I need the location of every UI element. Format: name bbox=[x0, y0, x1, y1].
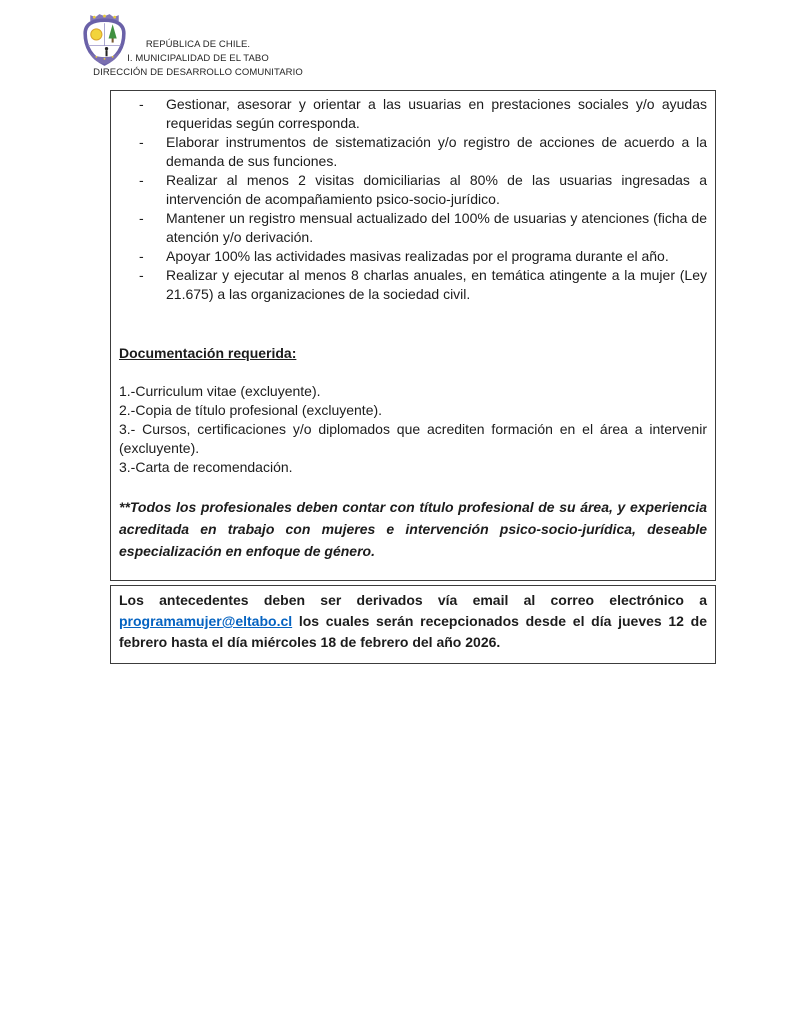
function-list-item: - Gestionar, asesorar y orientar a las usuarias en prestaciones sociales y/o ayudas requeridas según corresponda. bbox=[119, 95, 707, 133]
instructions-text-before-link: Los antecedentes deben ser derivados vía email al correo electrónico a bbox=[119, 592, 707, 608]
function-list-item: - Apoyar 100% las actividades masivas realizadas por el programa durante el año. bbox=[119, 247, 707, 266]
main-content-box bbox=[110, 90, 716, 581]
function-list-item: - Realizar al menos 2 visitas domiciliarias al 80% de las usuarias ingresadas a intervención de acompañamiento psico-socio-jurídico. bbox=[119, 171, 707, 209]
documentation-item: 3.-Carta de recomendación. bbox=[119, 459, 293, 475]
documentation-item: 3.- Cursos, certificaciones y/o diplomados que acrediten formación en el área a intervenir (excluyente). bbox=[119, 421, 707, 456]
function-list-item: - Mantener un registro mensual actualizado del 100% de usuarias y atenciones (ficha de atención y/o derivación. bbox=[119, 209, 707, 247]
documentation-item: 1.-Curriculum vitae (excluyente). bbox=[119, 383, 321, 399]
letterhead-line-direction: DIRECCIÓN DE DESARROLLO COMUNITARIO bbox=[93, 67, 303, 78]
functions-list bbox=[119, 95, 707, 304]
documentation-heading: Documentación requerida: bbox=[119, 345, 297, 361]
email-instructions-box bbox=[110, 585, 716, 664]
documentation-list bbox=[119, 382, 707, 477]
email-link[interactable]: programamujer@eltabo.cl bbox=[119, 613, 293, 629]
letterhead-line-republic: REPÚBLICA DE CHILE. bbox=[145, 39, 251, 50]
professional-requirements-note: **Todos los profesionales deben contar con título profesional de su área, y experiencia acreditada en trabajo con mujeres e intervención psico-socio-jurídica, deseable especialización en enfoque de género. bbox=[119, 499, 707, 559]
letterhead-text-block bbox=[52, 38, 344, 80]
documentation-item: 2.-Copia de título profesional (excluyente). bbox=[119, 402, 383, 418]
function-list-item: - Realizar y ejecutar al menos 8 charlas anuales, en temática atingente a la mujer (Ley 21.675) a las organizaciones de la sociedad civil. bbox=[119, 266, 707, 304]
function-list-item: - Elaborar instrumentos de sistematización y/o registro de acciones de acuerdo a la demanda de sus funciones. bbox=[119, 133, 707, 171]
email-instructions-text bbox=[119, 590, 707, 653]
letterhead-line-municipality: I. MUNICIPALIDAD DE EL TABO bbox=[127, 53, 269, 64]
instructions-text-after-link: los cuales serán recepcionados desde el día jueves 12 de febrero hasta el día miércoles 18 de febrero del año 2026. bbox=[119, 613, 707, 650]
